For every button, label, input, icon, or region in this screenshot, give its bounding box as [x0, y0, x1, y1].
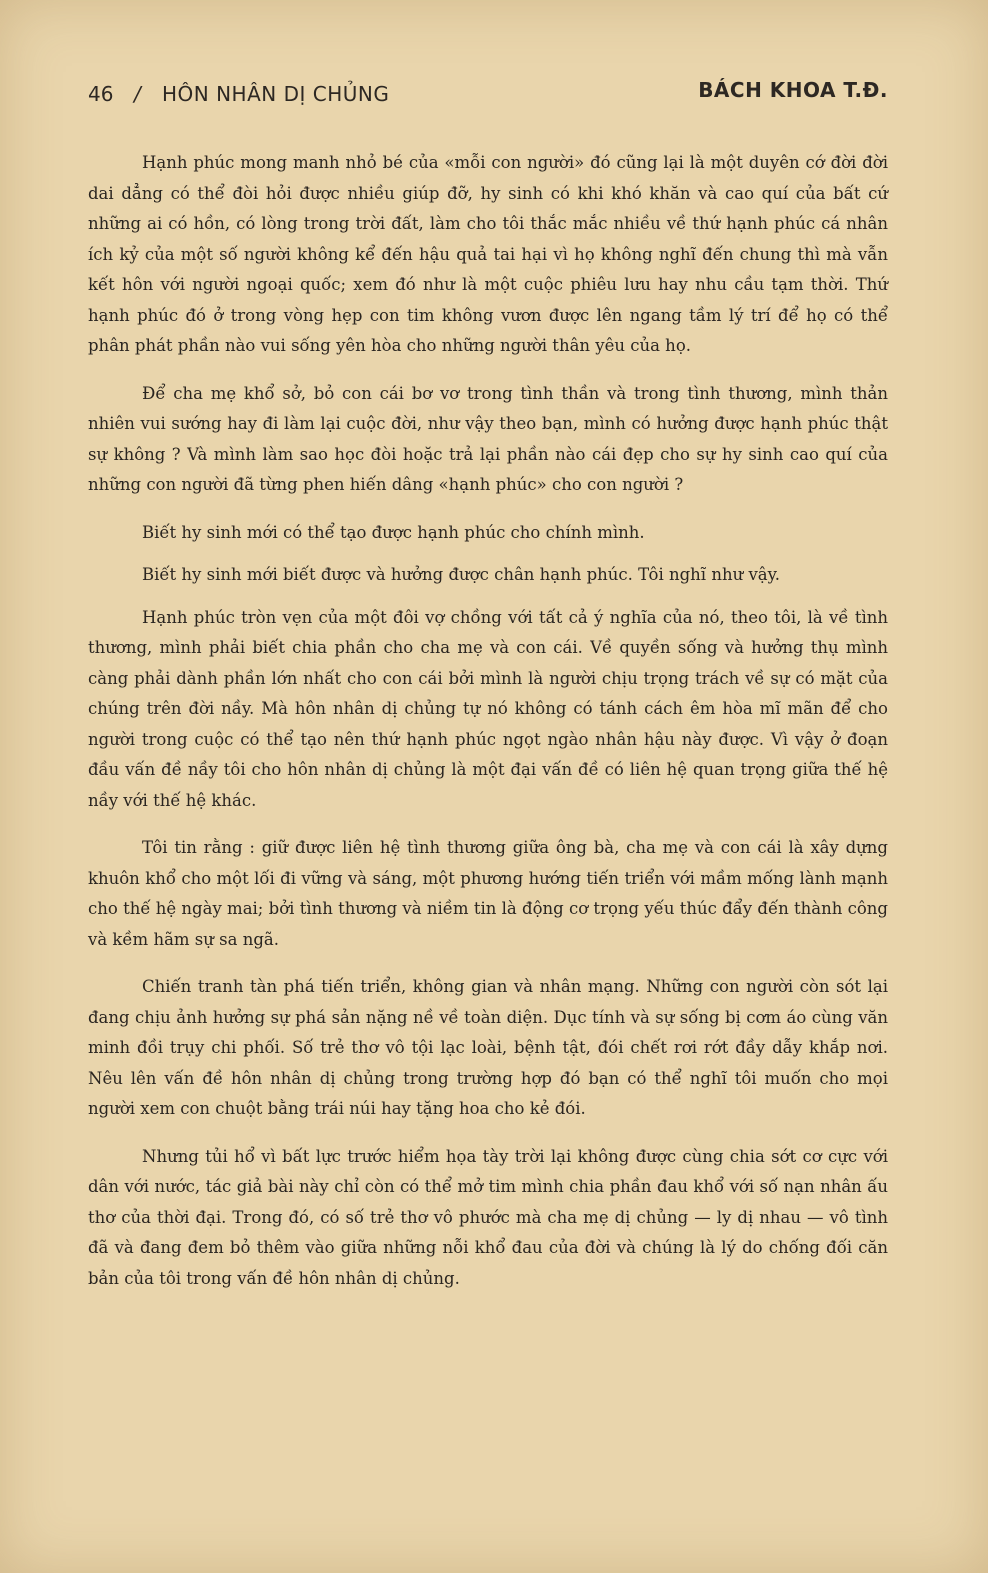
article-title: HÔN NHÂN DỊ CHỦNG — [162, 82, 390, 106]
page-number: 46 — [88, 82, 114, 106]
article-body — [88, 148, 888, 1311]
paragraph: Chiến tranh tàn phá tiến triển, không gian và nhân mạng. Những con người còn sót lại đang chịu ảnh hưởng sự phá sản nặng nề về toàn diện. Dục tính và sự sống bị cơm áo cùng văn minh đồi trụy chi phối. Số trẻ thơ vô tội lạc loài, bệnh tật, đói chết rơi rớt đầy dẫy khắp nơi. Nêu lên vấn đề hôn nhân dị chủng trong trường hợp đó bạn có thể nghĩ tôi muốn cho mọi người xem con chuột bằng trái núi hay tặng hoa cho kẻ đói. — [88, 977, 888, 1118]
paragraph: Để cha mẹ khổ sở, bỏ con cái bơ vơ trong tình thần và trong tình thương, mình thản nhiên vui sướng hay đi làm lại cuộc đời, như vậy theo bạn, mình có hưởng được hạnh phúc thật sự không ? Và mình làm sao học đòi hoặc trả lại phần nào cái đẹp cho sự hy sinh cao quí của những con người đã từng phen hiến dâng «hạnh phúc» cho con người ? — [88, 383, 888, 494]
page-header — [88, 78, 888, 114]
paragraph: Nhưng tủi hổ vì bất lực trước hiểm họa tày trời lại không được cùng chia sớt cơ cực với dân với nước, tác giả bài này chỉ còn có thể mở tim mình chia phần đau khổ với số nạn nhân ấu thơ của thời đại. Trong đó, có số trẻ thơ vô phước mà cha mẹ dị chủng — ly dị nhau — vô tình đã và đang đem bỏ thêm vào giữa những nỗi khổ đau của đời và chúng là lý do chống đối căn bản của tôi trong vấn đề hôn nhân dị chủng. — [88, 1146, 888, 1288]
paragraph: Hạnh phúc mong manh nhỏ bé của «mỗi con người» đó cũng lại là một duyên cớ đời đời dai dẳng có thể đòi hỏi được nhiều giúp đỡ, hy sinh có khi khó khăn và cao quí của bất cứ những ai có hồn, có lòng trong trời đất, làm cho tôi thắc mắc nhiều về thứ hạnh phúc cá nhân ích kỷ của một số người không kể đến hậu quả tai hại vì họ không nghĩ đến chung thì mà vẫn kết hôn với người ngoại quốc; xem đó như là một cuộc phiêu lưu hay nhu cầu tạm thời. Thứ hạnh phúc đó ở trong vòng hẹp con tim không vươn được lên ngang tầm lý trí để họ có thể phân phát phần nào vui sống yên hòa cho những người thân yêu của họ. — [88, 153, 888, 355]
paragraph: Biết hy sinh mới biết được và hưởng được chân hạnh phúc. Tôi nghĩ như vậy. — [142, 565, 780, 584]
header-separator: / — [134, 82, 141, 106]
journal-name: BÁCH KHOA T.Đ. — [698, 78, 888, 102]
paragraph: Hạnh phúc tròn vẹn của một đôi vợ chồng với tất cả ý nghĩa của nó, theo tôi, là về tình thương, mình phải biết chia phần cho cha mẹ và con cái. Về quyền sống và hưởng thụ mình càng phải dành phần lớn nhất cho con cái bởi mình là người chịu trọng trách về sự có mặt của chúng trên đời nầy. Mà hôn nhân dị chủng tự nó không có tánh cách êm hòa mĩ mãn để cho người trong cuộc có thể tạo nên thứ hạnh phúc ngọt ngào nhân hậu này được. Vì vậy ở đoạn đầu vấn đề nầy tôi cho hôn nhân dị chủng là một đại vấn đề có liên hệ quan trọng giữa thế hệ nầy với thế hệ khác. — [88, 607, 888, 810]
paragraph: Tôi tin rằng : giữ được liên hệ tình thương giữa ông bà, cha mẹ và con cái là xây dựng khuôn khổ cho một lối đi vững và sáng, một phương hướng tiến triển với mầm mống lành mạnh cho thế hệ ngày mai; bởi tình thương và niềm tin là động cơ trọng yếu thúc đẩy đến thành công và kềm hãm sự sa ngã. — [88, 838, 888, 949]
paragraph: Biết hy sinh mới có thể tạo được hạnh phúc cho chính mình. — [142, 522, 645, 542]
